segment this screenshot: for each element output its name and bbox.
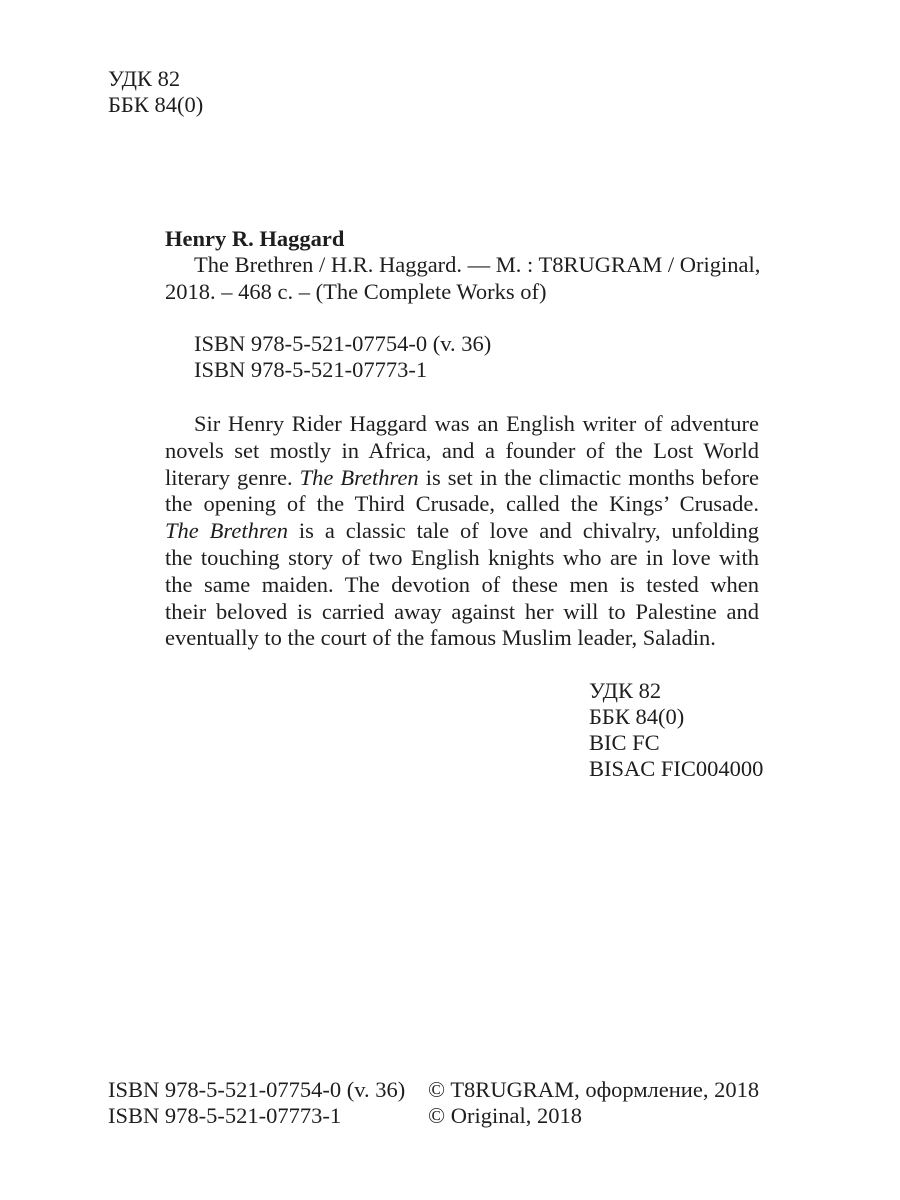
bic-code: BIC FC (589, 730, 660, 755)
annotation-line: the touching story of two English knights who are in love with (165, 544, 759, 570)
udk-code: УДК 82 (589, 678, 662, 703)
annotation-paragraph (165, 411, 759, 652)
bibliographic-record (165, 252, 759, 306)
copyright-notices (428, 1077, 759, 1129)
annotation-line: the opening of the Third Crusade, called the Kings’ Crusade. (165, 491, 759, 517)
biblio-line-2: 2018. – 468 c. – (The Complete Works of) (165, 278, 547, 304)
copyright-publisher: © T8RUGRAM, оформление, 2018 (428, 1077, 760, 1102)
udk-code: УДК 82 (108, 66, 181, 91)
bbk-code: ББК 84(0) (108, 92, 204, 117)
isbn-volume: ISBN 978-5-521-07754-0 (v. 36) (194, 331, 492, 356)
annotation-line (165, 465, 759, 492)
bisac-code: BISAC FIC004000 (589, 756, 764, 781)
annotation-line: their beloved is carried away against her will to Palestine and (165, 598, 759, 624)
bbk-code: ББК 84(0) (589, 704, 685, 729)
biblio-line-1: The Brethren / H.R. Haggard. — M. : T8RUGRAM / Original, (194, 252, 761, 277)
annotation-line: eventually to the court of the famous Muslim leader, Saladin. (165, 625, 716, 651)
annotation-line (165, 518, 759, 545)
classification-codes (589, 678, 763, 782)
footer-isbn-list (108, 1077, 405, 1129)
book-title-italic: The Brethren (165, 518, 288, 544)
copyright-original: © Original, 2018 (428, 1103, 582, 1128)
annotation-text: literary genre. (165, 464, 300, 490)
annotation-text: is a classic tale of love and chivalry, unfolding (287, 518, 759, 544)
footer-isbn-set: ISBN 978-5-521-07773-1 (108, 1103, 342, 1128)
top-classification-codes (108, 66, 203, 118)
annotation-line: novels set mostly in Africa, and a founder of the Lost World (165, 437, 759, 463)
annotation-line: the same maiden. The devotion of these men is tested when (165, 571, 759, 597)
annotation-line: Sir Henry Rider Haggard was an English writer of adventure (194, 411, 759, 436)
isbn-list (194, 331, 491, 383)
footer-isbn-volume: ISBN 978-5-521-07754-0 (v. 36) (108, 1077, 406, 1102)
annotation-text: is set in the climactic months before (418, 464, 759, 490)
book-title-italic: The Brethren (299, 464, 419, 490)
author-heading: Henry R. Haggard (165, 226, 345, 251)
isbn-set: ISBN 978-5-521-07773-1 (194, 357, 428, 382)
